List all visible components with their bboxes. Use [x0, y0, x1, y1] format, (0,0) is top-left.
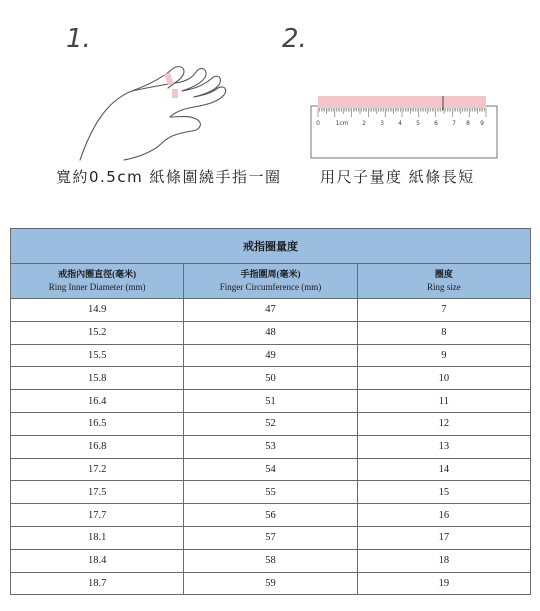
cell-finger-circumference: 56 [184, 504, 357, 527]
table-row [11, 458, 531, 481]
cell-finger-circumference: 57 [184, 526, 357, 549]
cell-inner-diameter: 17.7 [11, 504, 184, 527]
header-finger-circumference-zh: 手指圍周(毫米) [240, 269, 301, 279]
paper-strip-top [164, 72, 174, 85]
cell-ring-size: 13 [357, 435, 530, 458]
cell-inner-diameter: 16.5 [11, 412, 184, 435]
cell-ring-size: 9 [357, 344, 530, 367]
table-row [11, 435, 531, 458]
cell-finger-circumference: 51 [184, 390, 357, 413]
cell-inner-diameter: 15.5 [11, 344, 184, 367]
cell-finger-circumference: 49 [184, 344, 357, 367]
ring-size-table [10, 228, 531, 595]
table-row [11, 367, 531, 390]
header-inner-diameter-en: Ring Inner Diameter (mm) [48, 282, 146, 292]
cell-ring-size: 10 [357, 367, 530, 390]
hand-illustration [70, 55, 230, 165]
cell-inner-diameter: 17.5 [11, 481, 184, 504]
cell-finger-circumference: 50 [184, 367, 357, 390]
ruler-label-9: 9 [480, 120, 484, 127]
header-finger-circumference-en: Finger Circumference (mm) [219, 282, 322, 292]
ruler-illustration [310, 94, 500, 160]
cell-finger-circumference: 48 [184, 321, 357, 344]
cell-ring-size: 18 [357, 549, 530, 572]
ruler-label-0: 0 [316, 120, 320, 127]
cell-ring-size: 14 [357, 458, 530, 481]
cell-ring-size: 12 [357, 412, 530, 435]
cell-finger-circumference: 59 [184, 572, 357, 595]
cell-ring-size: 19 [357, 572, 530, 595]
cell-ring-size: 11 [357, 390, 530, 413]
cell-inner-diameter: 18.7 [11, 572, 184, 595]
header-ring-size [357, 264, 530, 299]
step-1-number: 1. [66, 24, 91, 54]
cell-inner-diameter: 18.4 [11, 549, 184, 572]
table-row [11, 481, 531, 504]
header-finger-circumference [184, 264, 357, 299]
cell-inner-diameter: 17.2 [11, 458, 184, 481]
cell-ring-size: 15 [357, 481, 530, 504]
table-row [11, 549, 531, 572]
table-row [11, 572, 531, 595]
table-row [11, 526, 531, 549]
step-2-number: 2. [282, 24, 307, 54]
table-body [11, 299, 531, 595]
ruler-label-4: 4 [398, 120, 402, 127]
cell-inner-diameter: 14.9 [11, 299, 184, 322]
table-row [11, 412, 531, 435]
ruler-label-3: 3 [380, 120, 384, 127]
cell-ring-size: 17 [357, 526, 530, 549]
cell-ring-size: 16 [357, 504, 530, 527]
header-ring-size-zh: 圈度 [434, 269, 453, 279]
header-inner-diameter-zh: 戒指內圈直徑(毫米) [58, 269, 137, 279]
step-1-caption: 寬約0.5cm 紙條圍繞手指一圈 [56, 168, 282, 186]
cell-finger-circumference: 53 [184, 435, 357, 458]
ruler-label-8: 8 [466, 120, 470, 127]
cell-finger-circumference: 55 [184, 481, 357, 504]
ruler-label-5: 5 [416, 120, 420, 127]
cell-finger-circumference: 54 [184, 458, 357, 481]
cell-ring-size: 7 [357, 299, 530, 322]
table-row [11, 299, 531, 322]
table-title: 戒指圈量度 [11, 229, 531, 264]
table-row [11, 390, 531, 413]
cell-finger-circumference: 52 [184, 412, 357, 435]
cell-inner-diameter: 15.8 [11, 367, 184, 390]
cell-inner-diameter: 18.1 [11, 526, 184, 549]
cell-ring-size: 8 [357, 321, 530, 344]
table-row [11, 344, 531, 367]
header-ring-size-en: Ring size [426, 282, 461, 292]
cell-finger-circumference: 58 [184, 549, 357, 572]
header-inner-diameter [11, 264, 184, 299]
step-2-caption: 用尺子量度 紙條長短 [320, 168, 475, 186]
cell-inner-diameter: 15.2 [11, 321, 184, 344]
cell-inner-diameter: 16.4 [11, 390, 184, 413]
paper-strip-bottom [172, 89, 178, 98]
cell-finger-circumference: 47 [184, 299, 357, 322]
table-row [11, 321, 531, 344]
ruler-label-7: 7 [452, 120, 456, 127]
paper-strip [318, 96, 486, 108]
ruler-label-2: 2 [362, 120, 366, 127]
table-row [11, 504, 531, 527]
ruler-label-1: 1cm [335, 120, 349, 127]
ruler-label-6: 6 [434, 120, 438, 127]
cell-inner-diameter: 16.8 [11, 435, 184, 458]
